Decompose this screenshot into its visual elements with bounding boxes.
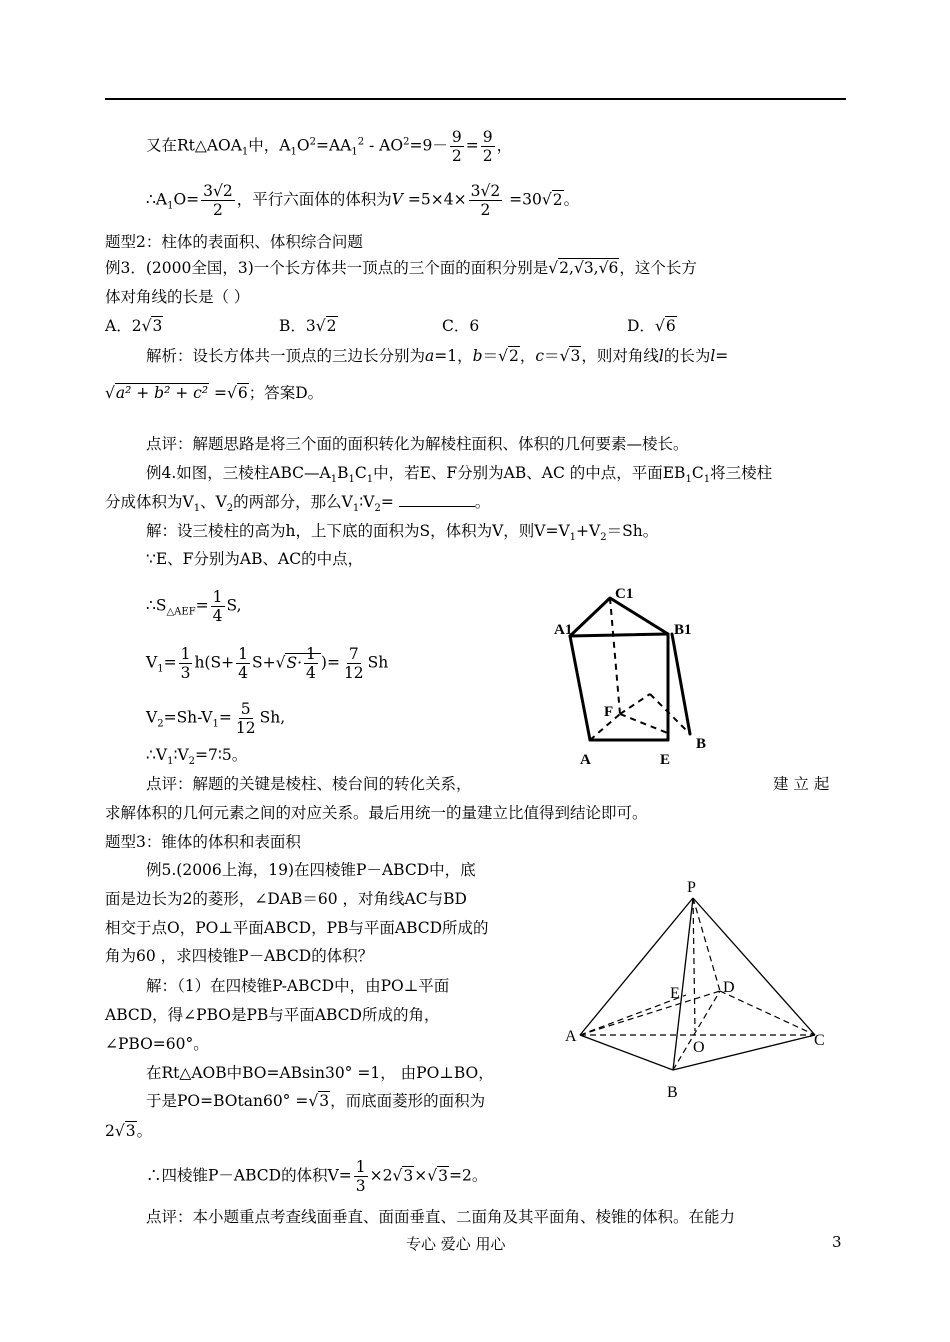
answer-blank: [399, 492, 475, 507]
option-b: B．3√2: [279, 317, 337, 335]
comment: 点评：本小题重点考查线面垂直、面面垂直、二面角及其平面角、棱锥的体积。在能力: [146, 1208, 736, 1226]
label-e: E: [660, 752, 671, 768]
text-line: 相交于点O，PO⊥平面ABCD，PB与平面ABCD所成的: [105, 919, 489, 937]
fraction: $\frac{3√2}{2}$: [470, 182, 501, 219]
page-number: 3: [832, 1233, 842, 1251]
fraction: $\frac{1}{4}$: [238, 645, 248, 682]
label-a1: A1: [554, 622, 573, 638]
text-line: 解析：设长方体共一顶点的三边长分别为a=1，b＝√2，c＝√3，则对角线l的长为l=: [146, 347, 729, 365]
text-line: $\therefore V_1∶V_2=7∶5$。: [146, 746, 248, 768]
text-line: ∴四棱锥P－ABCD的体积V= $\frac{1}{3}$ ×2√3×√3=2。: [146, 1158, 488, 1195]
label-b: B: [667, 1084, 678, 1101]
fraction: $\frac{9}{2}$: [482, 128, 493, 165]
text-line: 体对角线的长是（ ）: [105, 288, 250, 306]
fraction: $\frac{1}{3}$: [355, 1158, 366, 1195]
label-c: C: [814, 1032, 825, 1049]
fraction: $\frac{3√2}{2}$: [203, 182, 233, 219]
text-line: 解：（1）在四棱锥P-ABCD中，由PO⊥平面: [146, 977, 450, 995]
label-a: A: [565, 1028, 577, 1045]
label-d: D: [723, 979, 735, 996]
label-f: F: [604, 704, 614, 720]
text-line: 又在$Rt\triangle AOA_1$中，$A_1O^2=AA_1^2 - AO^2=9-$ $\frac{9}{2}$ = $\frac{9}{2}$ ，: [146, 128, 513, 165]
option-d: D．√6: [627, 317, 676, 335]
text-line: $\therefore S_{\triangle AEF}=$ $\frac{1}{4}$ S,: [146, 588, 242, 625]
fraction: $\frac{5}{12}$: [235, 700, 256, 737]
header-rule: [105, 98, 846, 100]
text-line: √a² + b² + c² =√6；答案D。: [105, 384, 324, 402]
text-line: 角为60 ，求四棱锥P－ABCD的体积？: [105, 947, 374, 965]
text-line: $\therefore A_1O=$ $\frac{3√2}{2}$ ，平行六面体的体积为V =5×4× $\frac{3√2}{2}$ =30√2。: [146, 182, 580, 219]
option-c: C．6: [442, 317, 480, 335]
fraction: $\frac{7}{12}$: [343, 645, 364, 682]
section-heading: 题型2：柱体的表面积、体积综合问题: [105, 233, 363, 251]
text-line: 于是PO=BOtan60° =√3，而底面菱形的面积为: [146, 1092, 486, 1110]
label-c1: C1: [615, 586, 634, 602]
text-line: 解：设三棱柱的高为h，上下底的面积为S，体积为V，则$V=V_1+V_2=Sh$。: [146, 522, 659, 544]
text-line: 例4.如图，三棱柱$ABC—A_1B_1C_1$中，若E、F分别为AB、AC 的中点，平面$EB_1C_1$将三棱柱: [146, 464, 773, 486]
section-heading: 题型3：锥体的体积和表面积: [105, 833, 301, 851]
label-o: O: [693, 1039, 705, 1056]
text-line: ∠PBO=60°。: [105, 1035, 209, 1053]
comment: 点评：解题思路是将三个面的面积转化为解棱柱面积、体积的几何要素—棱长。: [146, 435, 689, 453]
label-b1: B1: [674, 622, 692, 638]
label-p: P: [687, 879, 696, 896]
fraction: $\frac{1}{4}$: [212, 588, 223, 625]
label-a: A: [580, 752, 591, 768]
text-line: $V_2=Sh-V_1=$ $\frac{5}{12}$ Sh,: [146, 700, 286, 737]
comment: 求解体积的几何元素之间的对应关系。最后用统一的量建立比值得到结论即可。: [105, 804, 648, 822]
text-line: 面是边长为2的菱形，∠DAB＝60 ，对角线AC与BD: [105, 890, 467, 908]
text-line: 分成体积为$V_1$、$V_2$的两部分，那么$V_1∶V_2=$ 。: [105, 493, 491, 515]
fraction: $\frac{1}{3}$: [180, 645, 191, 682]
label-b: B: [696, 736, 707, 752]
prism-figure: [550, 582, 720, 772]
comment: 点评：解题的关键是棱柱、棱台间的转化关系，: [146, 775, 472, 793]
text-line: 例3．(2000全国，3)一个长方体共一顶点的三个面的面积分别是√2,√3,√6，这个长方: [105, 259, 697, 277]
fraction: $\frac{9}{2}$: [451, 128, 462, 165]
label-e: E: [670, 985, 680, 1002]
fraction: $\frac{1}{4}$: [306, 645, 316, 682]
text-line: ABCD，得∠PBO是PB与平面ABCD所成的角，: [105, 1006, 440, 1024]
text-line: 在Rt△AOB中BO=ABsin30° =1， 由PO⊥BO，: [146, 1064, 494, 1082]
comment: 建 立 起: [773, 775, 830, 793]
text-line: 例5.(2006上海，19)在四棱锥P－ABCD中，底: [146, 861, 476, 879]
option-a: A．2√3: [105, 317, 163, 335]
text-line: 2√3。: [105, 1122, 153, 1140]
pyramid-figure: [560, 875, 840, 1105]
text-line: ∵E、F分别为AB、AC的中点，: [146, 550, 364, 568]
footer-text: 专心 爱心 用心: [406, 1235, 506, 1253]
text-line: $V_1=$ $\frac{1}{3}$ h(S+ $\frac{1}{4}$ S+√S· $\frac{1}{4}$ )= $\frac{7}{12}$ Sh: [146, 645, 389, 682]
